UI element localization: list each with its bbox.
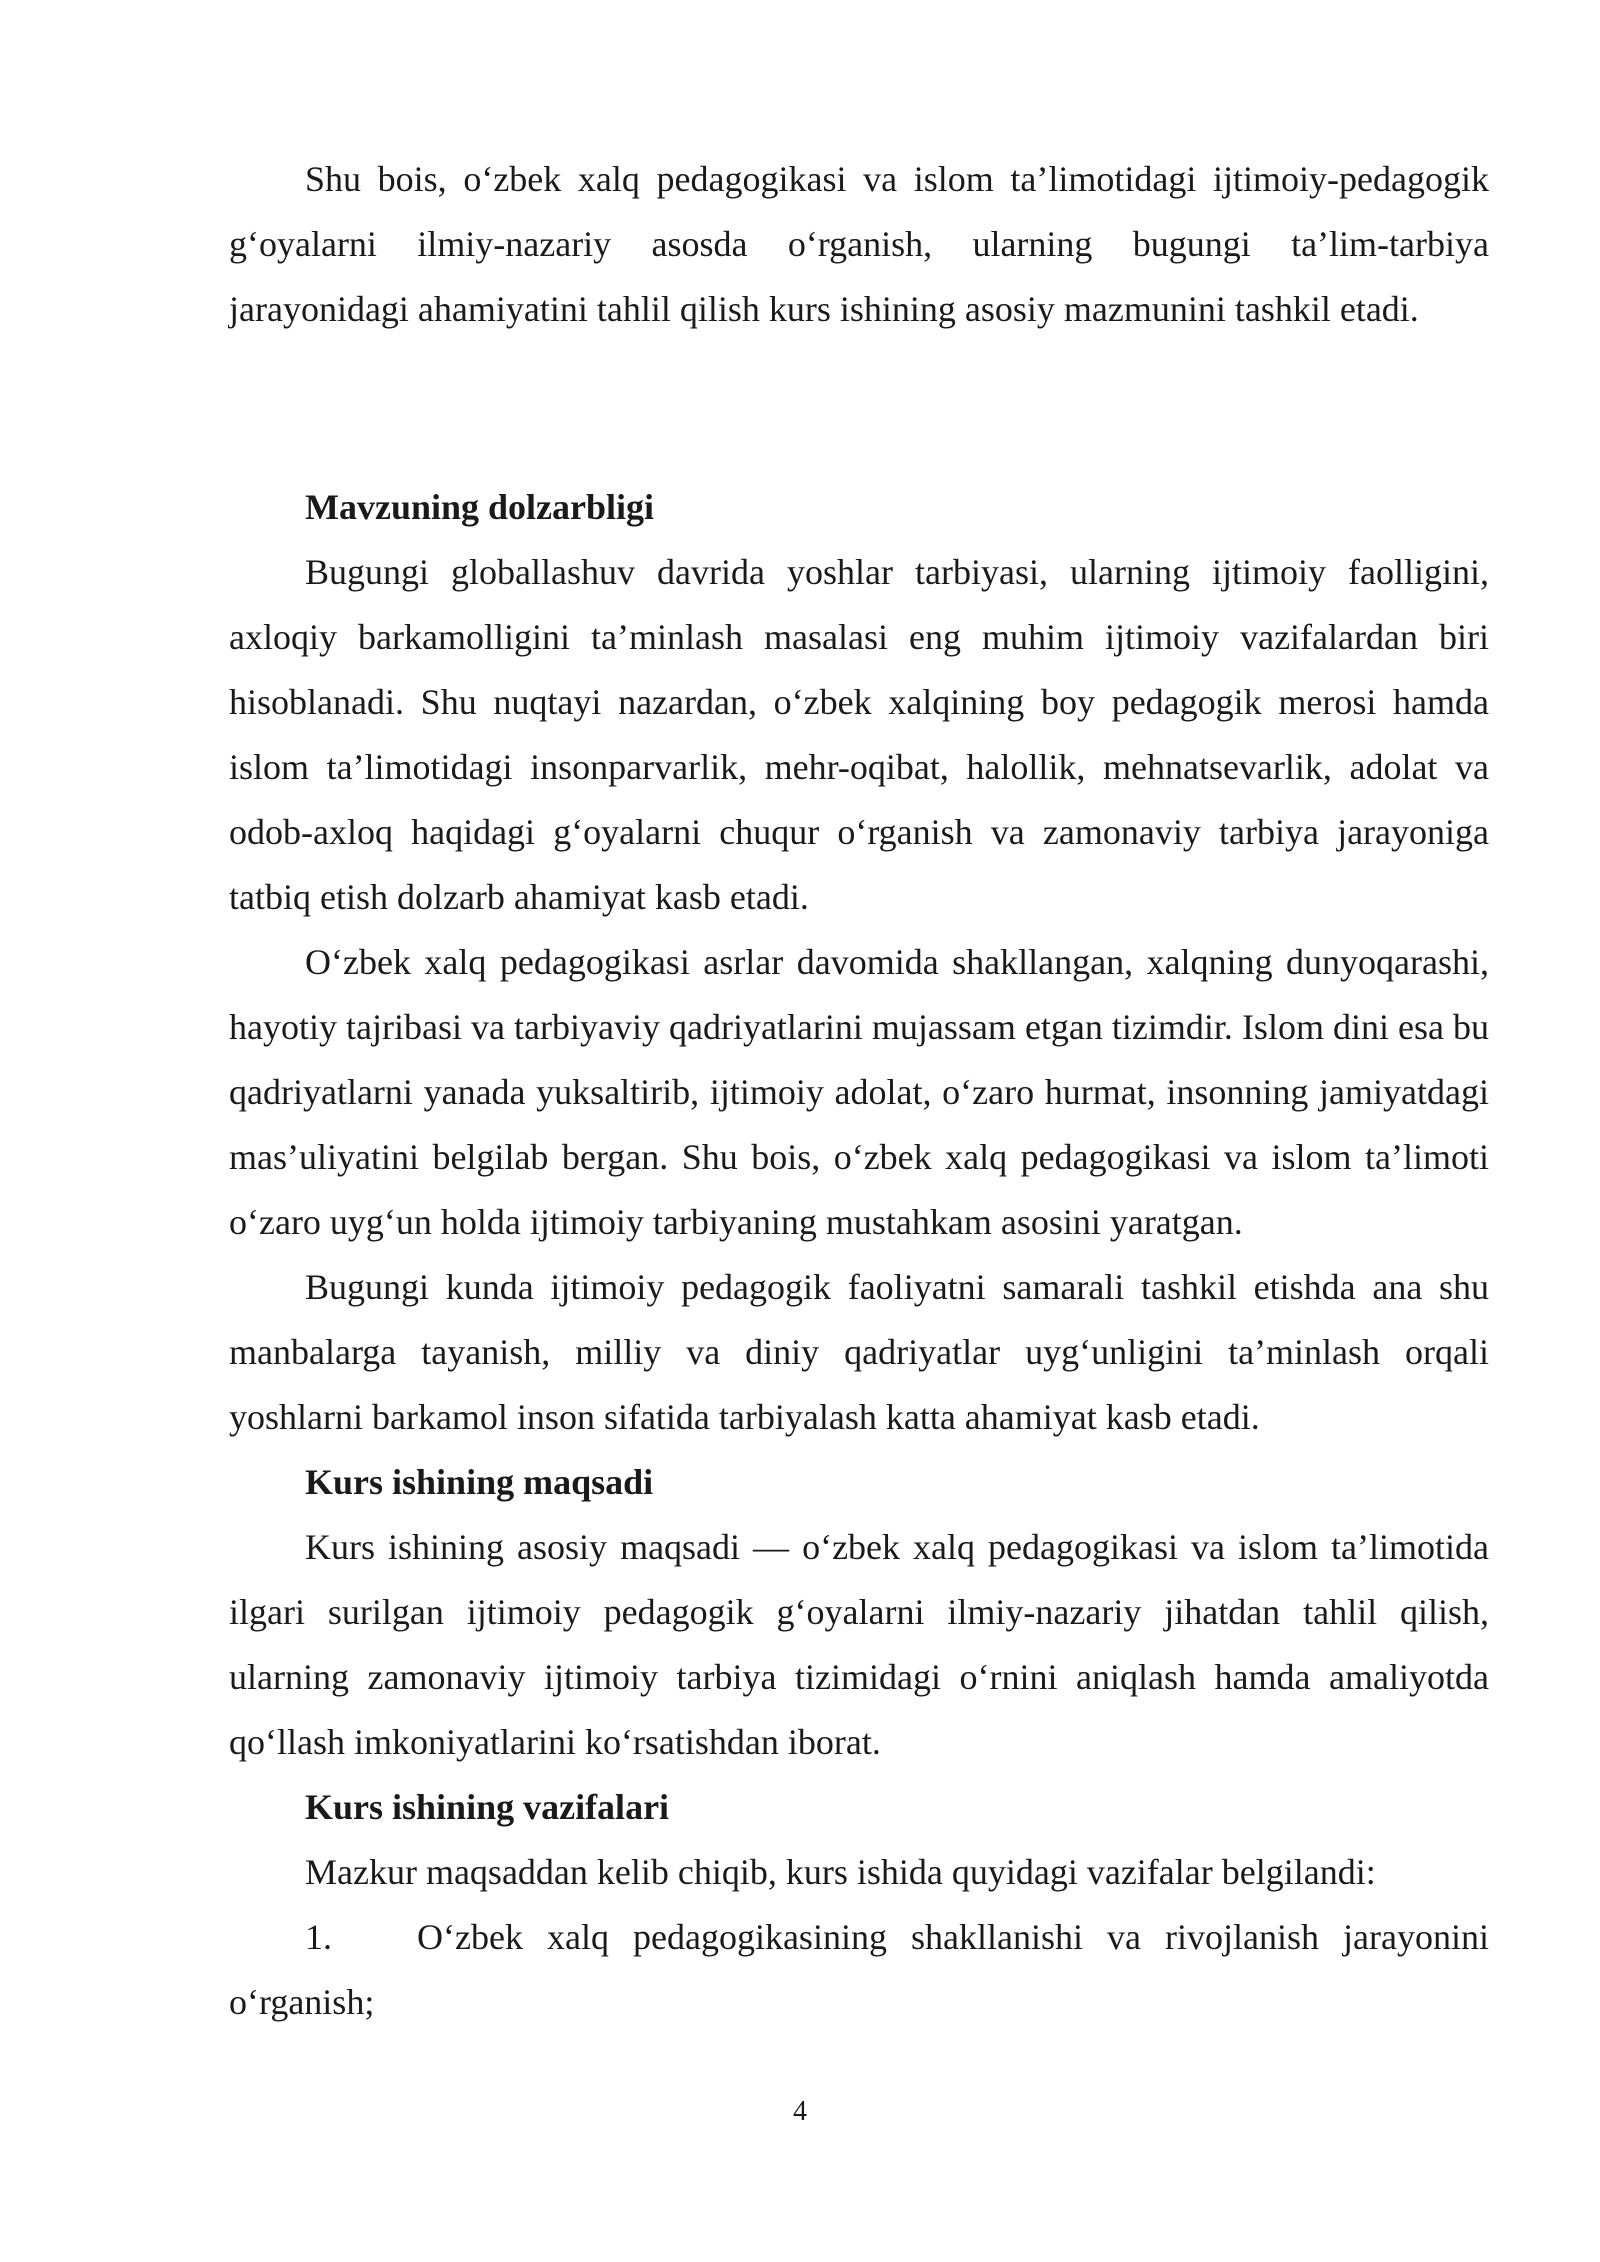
task-item-text: O‘zbek xalq pedagogikasining shakllanishi va rivojlanish jarayonini o‘rganish;: [229, 1917, 1489, 2022]
goal-paragraph: Kurs ishining asosiy maqsadi — o‘zbek xalq pedagogikasi va islom ta’limotida ilgari surilgan ijtimoiy pedagogik g‘oyalarni ilmiy-nazariy jihatdan tahlil qilish, ularning zamonaviy ijtimoiy tarbiya tizimidagi o‘rnini aniqlash hamda amaliyotda qo‘llash imkoniyatlarini ko‘rsatishdan iborat.: [229, 1527, 1489, 1762]
relevance-paragraph-1: Bugungi globallashuv davrida yoshlar tarbiyasi, ularning ijtimoiy faolligini, axloqiy barkamolligini ta’minlash masalasi eng muhim ijtimoiy vazifalardan biri hisoblanadi. Shu nuqtayi nazardan, o‘zbek xalqining boy pedagogik merosi hamda islom ta’limotidagi insonparvarlik, mehr-oqibat, halollik, mehnatsevarlik, adolat va odob-axloq haqidagi g‘oyalarni chuqur o‘rganish va zamonaviy tarbiya jarayoniga tatbiq etish dolzarb ahamiyat kasb etadi.: [229, 552, 1489, 917]
section-spacer: [229, 342, 1489, 475]
relevance-heading: Mavzuning dolzarbligi: [305, 487, 655, 527]
document-page: [229, 147, 1489, 2035]
page-number: 4: [793, 2096, 807, 2127]
intro-paragraph: Shu bois, o‘zbek xalq pedagogikasi va islom ta’limotidagi ijtimoiy-pedagogik g‘oyalarni ilmiy-nazariy asosda o‘rganish, ularning bugungi ta’lim-tarbiya jarayonidagi ahamiyatini tahlil qilish kurs ishining asosiy mazmunini tashkil etadi.: [229, 159, 1489, 329]
relevance-paragraph-2: O‘zbek xalq pedagogikasi asrlar davomida shakllangan, xalqning dunyoqarashi, hayotiy tajribasi va tarbiyaviy qadriyatlarini mujassam etgan tizimdir. Islom dini esa bu qadriyatlarni yanada yuksaltirib, ijtimoiy adolat, o‘zaro hurmat, insonning jamiyatdagi mas’uliyatini belgilab bergan. Shu bois, o‘zbek xalq pedagogikasi va islom ta’limoti o‘zaro uyg‘un holda ijtimoiy tarbiyaning mustahkam asosini yaratgan.: [229, 942, 1489, 1242]
task-item-1: [229, 1905, 1489, 2035]
task-item-number: 1.: [305, 1917, 332, 1957]
tasks-heading: Kurs ishining vazifalari: [305, 1787, 670, 1827]
goal-heading: Kurs ishining maqsadi: [305, 1462, 654, 1502]
relevance-paragraph-3: Bugungi kunda ijtimoiy pedagogik faoliyatni samarali tashkil etishda ana shu manbalarga tayanish, milliy va diniy qadriyatlar uyg‘unligini ta’minlash orqali yoshlarni barkamol inson sifatida tarbiyalash katta ahamiyat kasb etadi.: [229, 1267, 1489, 1437]
tasks-intro: Mazkur maqsaddan kelib chiqib, kurs ishida quyidagi vazifalar belgilandi:: [305, 1852, 1376, 1892]
